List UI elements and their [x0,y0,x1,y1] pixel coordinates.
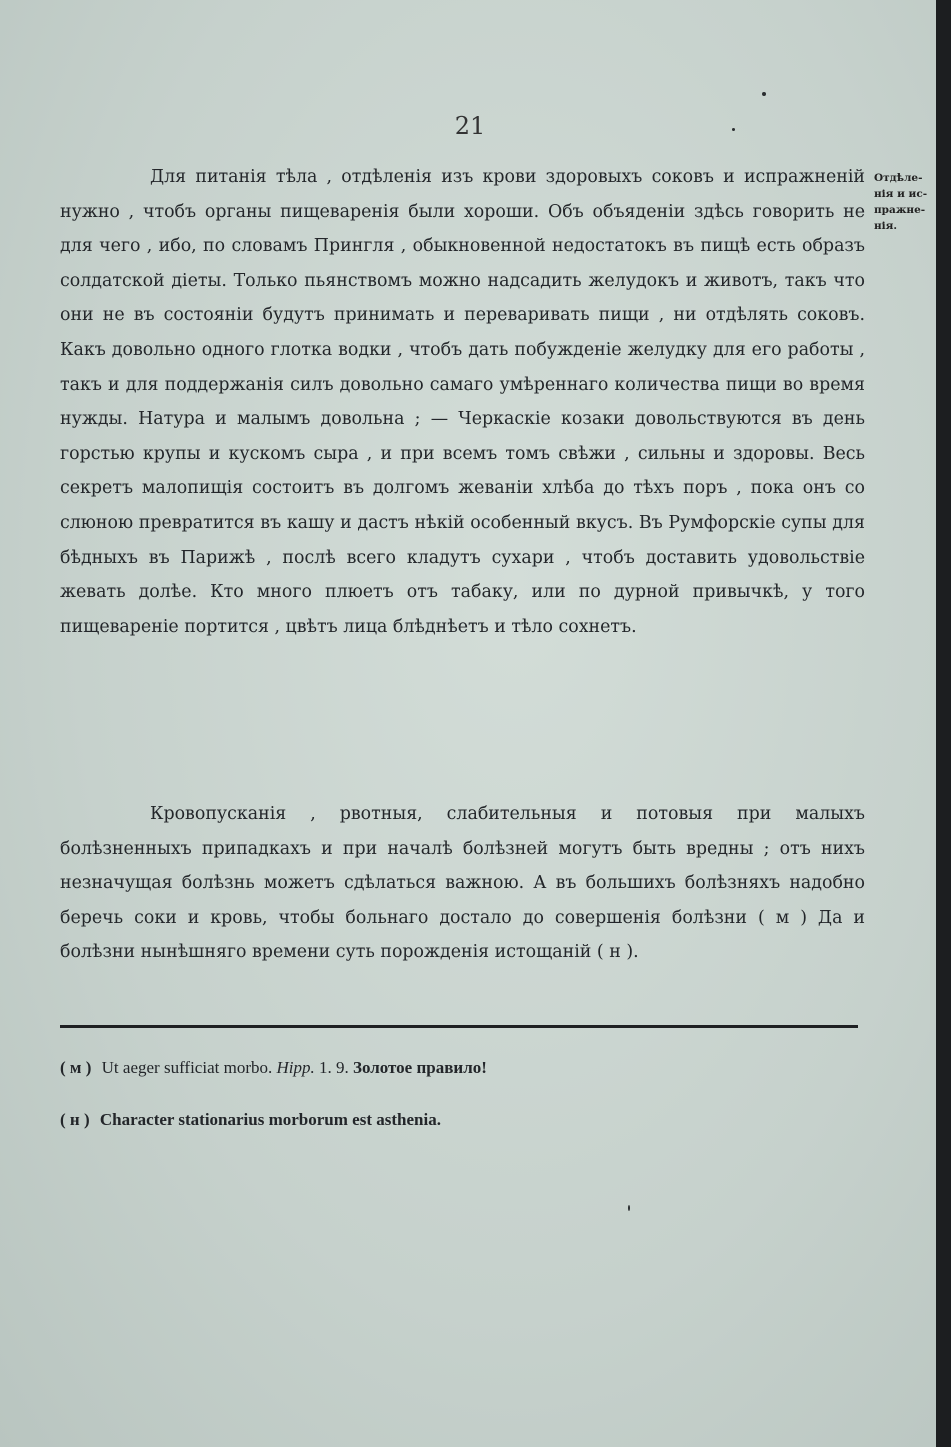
page-number: 21 [454,112,486,140]
footnote-text: Character stationarius morborum est asthenia. [99,1110,441,1129]
paragraph-nutrition-text: Для питанія тѣла , отдѣленія изъ крови здоровыхъ соковъ и испражненій нужно , чтобъ органы пищеваренія были хороши. Объ объяденіи здѣсь говорить не для чего , ибо, по словамъ Прингля , обыкновенной недостатокъ въ пищѣ есть образъ солдатской діеты. Только пьянствомъ можно надсадить желудокъ и животъ, такъ что они не въ состояніи будутъ принимать и переваривать пищи , ни отдѣлять соковъ. Какъ довольно одного глотка водки , чтобъ дать побужденіе желудку для его работы , такъ и для поддержанія силъ довольно самаго умѣреннаго количества пищи во время нужды. Натура и малымъ довольна ; — Черкаскіе козаки довольствуются въ день горстью крупы и кускомъ сыра , и при всемъ томъ свѣжи , сильны и здоровы. Весь секретъ малопищія состоитъ въ долгомъ жеваніи хлѣба до тѣхъ поръ , пока онъ со слюною превратится въ кашу и дастъ нѣкій особенный вкусъ. Въ Румфорскіе супы для бѣдныхъ въ Парижѣ , послѣ всего кладутъ сухари , чтобъ доставить удовольствіе жевать долѣе. Кто много плюетъ отъ табаку, или по дурной привычкѣ, у того пищевареніе портится , цвѣтъ лица блѣднѣетъ и тѣло сохнетъ. [60,167,865,637]
paragraph-nutrition [60,160,865,644]
footnote-marker: ( н ) [60,1110,90,1129]
paragraph-bloodletting [60,797,865,970]
footnote-m [60,1056,860,1080]
footnote-n [60,1108,860,1132]
footnote-ref-num: 1. 9. [318,1058,349,1077]
marginal-note: Отдѣле-нія и ис-пражне-нія. [874,172,928,232]
footnote-separator [60,1025,858,1028]
paper-speck [732,128,735,131]
paragraph-bloodletting-text: Кровопусканія , рвотныя, слабительныя и потовыя при малыхъ болѣзненныхъ припадкахъ и при началѣ болѣзней могутъ быть вредны ; отъ нихъ незначущая болѣзнь можетъ сдѣлаться важною. А въ большихъ болѣзняхъ надобно беречь соки и кровь, чтобы больнаго достало до совершенія болѣзни ( м ) Да и болѣзни нынѣшняго времени суть порожденія истощаній ( н ). [60,804,865,963]
footnote-ref: Hipp. [276,1058,315,1077]
footnote-comment: Золотое правило! [352,1058,487,1077]
paper-speck [762,92,766,96]
paper-speck [628,1205,630,1211]
footnote-text: Ut aeger sufficiat morbo. [101,1058,273,1077]
footnote-marker: ( м ) [60,1058,92,1077]
